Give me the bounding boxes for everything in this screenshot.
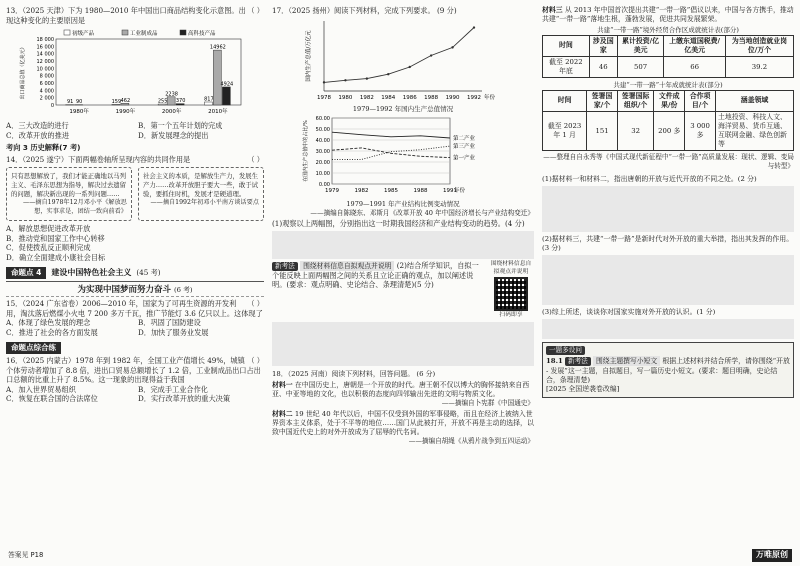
data-label: 817 bbox=[204, 96, 214, 103]
y-tick-label: 14 000 bbox=[36, 51, 54, 58]
y-tick-label: 30.00 bbox=[315, 149, 330, 156]
y-axis-label: 出口商品总值（亿美元） bbox=[20, 44, 26, 100]
x-tick-label: 1980 bbox=[338, 94, 353, 101]
answer-paren: （ ） bbox=[247, 154, 264, 164]
table-header: 为当地创造就业岗位/万个 bbox=[725, 35, 793, 56]
table-header-row bbox=[543, 35, 794, 56]
option-c: C．促使拨乱反正顺利完成 bbox=[6, 243, 91, 253]
series-label: 第二产业 bbox=[453, 136, 476, 143]
option-b: B．巩固了国防建设 bbox=[138, 318, 201, 328]
data-label: 90 bbox=[75, 99, 83, 106]
material-source: ——摘编自陈晓东、邓斯月《改革开放 40 年中国经济增长与产业结构变迁》 bbox=[310, 208, 534, 217]
option-b: B．完成手工业合作化 bbox=[138, 384, 208, 394]
sub-heading-text: 为实现中国梦而努力奋斗 bbox=[77, 285, 171, 296]
sub-question-1: (1)观察以上两幅图，分别指出这一时期我国经济和产业结构变动的趋势。(4 分) bbox=[272, 219, 525, 229]
table-header: 时间 bbox=[543, 35, 590, 56]
question-17 bbox=[272, 6, 534, 366]
data-point bbox=[366, 77, 368, 79]
y-tick-label: 10 000 bbox=[36, 66, 54, 73]
option-a: A．体现了绿色发展的理念 bbox=[6, 318, 91, 328]
gdp-line-chart bbox=[302, 17, 502, 105]
answer-space bbox=[272, 231, 534, 259]
option-d: D．实行改革开放的重大决策 bbox=[138, 394, 231, 404]
table-header: 涉及国家 bbox=[589, 35, 617, 56]
answer-reference: 答案见 P18 bbox=[8, 551, 44, 560]
data-point bbox=[473, 26, 475, 28]
x-tick-label: 1985 bbox=[384, 188, 398, 195]
section-heading bbox=[6, 143, 264, 153]
x-tick-label: 1990 bbox=[445, 94, 460, 101]
topic-count: (45 考) bbox=[136, 268, 161, 278]
extension-question bbox=[546, 357, 790, 393]
answer-space bbox=[272, 322, 534, 366]
data-point bbox=[387, 73, 389, 75]
qr-label: 扫码即享 bbox=[499, 312, 523, 319]
y-tick-label: 60.00 bbox=[315, 116, 330, 123]
option-a: A．加入世界贸易组织 bbox=[6, 384, 76, 394]
table-header: 涵盖领域 bbox=[716, 90, 794, 111]
question-13-stem: 13．（2025 天津）下为 1980—2010 年中国出口商品结构变化示意图。出现这种变化的主要原因是 bbox=[6, 6, 246, 25]
bar bbox=[213, 50, 221, 105]
answer-paren: （ ） bbox=[247, 299, 264, 309]
scroll-quote-1 bbox=[6, 167, 132, 221]
data-point bbox=[344, 79, 346, 81]
y-tick-label: 0 bbox=[50, 103, 54, 109]
legend-swatch bbox=[122, 30, 128, 35]
legend-swatch bbox=[180, 30, 186, 35]
sub-heading-count: (6 考) bbox=[173, 286, 193, 295]
legend-swatch bbox=[64, 30, 70, 35]
y-tick-label: 12 000 bbox=[36, 59, 54, 65]
data-label: 91 bbox=[66, 99, 74, 106]
extension-text: 根据上述材料并结合所学，请你围绕“开放 - 发展”这一主题，自拟题目，写一篇历史小短文。(要求：题目明确，史论结合，条理清楚) bbox=[546, 357, 790, 384]
sub-question-2-text: (2)结合所学知识，自拟一个能反映上面两幅图之间的关系且立论正确的观点，加以阐述说明。(要求：观点明确、史论结合、条理清楚)(5 分) bbox=[272, 260, 479, 290]
table-header-row bbox=[543, 90, 794, 111]
y-tick-label: 0.00 bbox=[318, 182, 330, 189]
series-label: 第一产业 bbox=[453, 155, 476, 162]
industry-structure-line-chart bbox=[302, 114, 502, 200]
y-tick-label: 10.00 bbox=[315, 171, 330, 178]
question-score: (9 分) bbox=[436, 6, 457, 15]
table-header: 累计投资/亿美元 bbox=[617, 35, 664, 56]
material-text: 19 世纪 40 年代以后，中国不仅受到外国的军事侵略，而且在经济上被纳入世界资本主义体系，处于不平等的地位……国门从此被打开，开放不再是主动的选择，以致中国近代史上的对外开放成为了屈辱的代名词。 bbox=[272, 409, 534, 437]
table-header: 上缴东道国税费/亿美元 bbox=[664, 35, 725, 56]
x-tick-label: 1988 bbox=[413, 188, 428, 195]
question-15-stem: 15．（2024 广东省卷）2006—2010 年，国家为了可再生资源的开发利用，淘汰落后燃煤小火电 7 200 多万千瓦，推广节能灯 3.6 亿只以上。这体现了 bbox=[6, 299, 263, 318]
chart-caption-industry: 1979—1991 年产业结构比例变动情况 bbox=[346, 200, 460, 209]
table-source: ——整理自自永秀等《中国式现代新征程中“一带一路”高质量发展：现状、逻辑、变局与转型》 bbox=[543, 153, 794, 171]
legend-label: 初级产品 bbox=[72, 31, 95, 37]
y-tick-label: 2 000 bbox=[39, 95, 54, 102]
y-tick-label: 18 000 bbox=[36, 37, 54, 43]
quote-source: ——摘自1992年初邓小平南方谈话要点 bbox=[150, 198, 259, 206]
table-2-title: 共建“一带一路”十年成就统计表(部分) bbox=[613, 81, 723, 90]
x-tick-label: 2010年 bbox=[208, 109, 228, 115]
answer-paren: （ ） bbox=[247, 6, 264, 15]
material-text: 在中国历史上，唐朝是一个开放的时代。唐王朝不仅以博大的胸怀接纳来自西亚、中亚等地的文化，也以积极的态度向四邻输出先进的文明与物质文化。 bbox=[272, 380, 530, 398]
left-column bbox=[6, 6, 264, 546]
y-tick-label: 50.00 bbox=[315, 127, 330, 134]
gdp-line bbox=[324, 27, 474, 82]
extension-source: [2025 全国逆袭卷改编] bbox=[546, 384, 620, 393]
table-row bbox=[543, 112, 794, 151]
qr-code-icon[interactable] bbox=[494, 277, 528, 311]
table-1-title: 共建“一带一路”境外经贸合作区成就统计表(部分) bbox=[597, 26, 739, 35]
series-label: 第三产业 bbox=[453, 144, 476, 151]
option-b: B．推动党和国家工作中心转移 bbox=[6, 233, 105, 243]
table-cell: 32 bbox=[617, 112, 653, 151]
table-cell: 39.2 bbox=[725, 57, 793, 78]
synthesis-heading: 命题点综合练 bbox=[6, 342, 61, 354]
x-axis-label: 年份 bbox=[454, 188, 466, 195]
new-method-tag: 新考法 bbox=[272, 262, 298, 271]
material-3 bbox=[542, 6, 794, 24]
x-tick-label: 1980年 bbox=[69, 109, 89, 115]
material-1 bbox=[272, 381, 534, 399]
material-text: 从 2013 年中国首次提出共建“一带一路”倡议以来，中国与各方携手，推动共建“一带一路”落地生根，蓬勃发展，促进共同发展繁荣。 bbox=[542, 6, 794, 24]
quote-text: 只有思想解放了，我们才能正确地以马列主义、毛泽东思想为指导，解决过去遗留的问题，解决新出现的一系列问题…… bbox=[11, 172, 127, 198]
zones-table bbox=[542, 35, 794, 78]
x-tick-label: 1978 bbox=[317, 94, 331, 101]
question-16-options bbox=[6, 385, 264, 404]
y-tick-label: 16 000 bbox=[36, 44, 54, 51]
material-label: 材料二 bbox=[272, 409, 293, 418]
new-method-tagline: 围绕材料信息自拟观点并说明 bbox=[300, 261, 394, 271]
topic-point-heading bbox=[6, 265, 264, 282]
material-source: ——摘编自胡绳《从鸦片战争到五四运动》 bbox=[408, 437, 534, 446]
y-axis-label: 在国内生产总值中的占比/% bbox=[303, 120, 309, 182]
sub-heading bbox=[6, 285, 264, 297]
x-tick-label: 1979 bbox=[325, 188, 339, 195]
y-tick-label: 4 000 bbox=[39, 88, 54, 95]
answer-space bbox=[542, 255, 794, 305]
table-cell: 151 bbox=[587, 112, 618, 151]
chart-caption-gdp: 1979—1992 年国内生产总值情况 bbox=[352, 104, 454, 113]
x-tick-label: 1990年 bbox=[115, 109, 136, 115]
legend-label: 高科技产品 bbox=[188, 31, 216, 37]
x-axis-label: 年份 bbox=[484, 94, 496, 101]
export-structure-bar-chart bbox=[18, 27, 248, 119]
x-tick-label: 1992 bbox=[467, 94, 481, 101]
series-line bbox=[332, 148, 450, 158]
option-a: A．三大改造的进行 bbox=[6, 121, 69, 130]
question-17-stem: 17．（2025 扬州）阅读下列材料，完成下列要求。 bbox=[272, 6, 435, 15]
data-label: 255 bbox=[157, 98, 168, 105]
sub-question-2-wrap bbox=[272, 261, 534, 320]
question-15 bbox=[6, 299, 264, 337]
y-axis-label: 国内生产总值/万亿元 bbox=[306, 29, 312, 82]
table-cell: 200 多 bbox=[654, 112, 685, 151]
scroll-quote-2 bbox=[138, 167, 264, 221]
data-label: 462 bbox=[120, 97, 131, 104]
table-header: 签署国际组织/个 bbox=[617, 90, 653, 111]
sub-question-3: (3)综上所述，谈谈你对国家实施对外开放的认识。(1 分) bbox=[542, 308, 716, 317]
sub-question-1: (1)据材料一和材料二，指出唐朝的开放与近代开放的不同之处。(2 分) bbox=[542, 174, 757, 183]
table-cell: 3 000 多 bbox=[685, 112, 716, 151]
question-16-stem: 16．（2025 内蒙古）1978 年到 1982 年，全国工业产值增长 49%，城镇个体劳动者增加了 8.8 倍，进出口贸易总额增长了 1.2 倍，工业制成品出口占出口总额的比重上升了 8.5%。这一现象的出现得益于我国 bbox=[6, 356, 261, 385]
answer-space bbox=[542, 319, 794, 339]
option-d: D．确立全面建成小康社会目标 bbox=[6, 252, 106, 262]
x-tick-label: 1986 bbox=[402, 94, 417, 101]
data-label: 370 bbox=[175, 98, 186, 105]
question-18 bbox=[272, 370, 534, 446]
material-2 bbox=[272, 410, 534, 437]
answer-paren: （ ） bbox=[247, 356, 264, 366]
new-method-tag: 新考法 bbox=[565, 357, 591, 366]
right-column bbox=[542, 6, 794, 546]
table-cell: 507 bbox=[617, 57, 664, 78]
topic-label: 命题点 4 bbox=[6, 267, 46, 279]
question-number: 18.1 bbox=[546, 357, 563, 366]
table-header: 合作项目/个 bbox=[685, 90, 716, 111]
question-13-options bbox=[6, 121, 264, 140]
series-line bbox=[332, 132, 450, 138]
multi-question-tag: 一题多设问 bbox=[546, 346, 585, 355]
table-row bbox=[543, 57, 794, 78]
new-method-tagline: 围绕主题撰写小短文 bbox=[593, 356, 660, 366]
data-point bbox=[430, 54, 432, 56]
option-c: C．改革开放的推进 bbox=[6, 130, 70, 140]
x-tick-label: 1982 bbox=[359, 94, 374, 101]
bar bbox=[222, 87, 230, 105]
table-cell: 46 bbox=[589, 57, 617, 78]
bar bbox=[167, 97, 175, 105]
middle-column bbox=[272, 6, 534, 546]
question-score: (6 分) bbox=[416, 369, 436, 378]
quote-text: 社会主义的本质，是解放生产力，发展生产力……改革开放胆子要大一些，敢于试验，要抓住时机，发展才是硬道理。 bbox=[143, 172, 259, 198]
data-point bbox=[409, 65, 411, 67]
data-label: 14962 bbox=[209, 44, 226, 51]
data-label: 2238 bbox=[165, 91, 178, 98]
data-point bbox=[323, 81, 325, 83]
data-point bbox=[451, 46, 453, 48]
option-b: B．第一个五年计划的完成 bbox=[138, 121, 223, 130]
table-cell: 截至 2023 年 1 月 bbox=[543, 112, 587, 151]
x-tick-label: 1991 bbox=[443, 188, 457, 195]
y-tick-label: 8 000 bbox=[39, 73, 54, 80]
question-13 bbox=[6, 6, 264, 140]
sub-question-2 bbox=[272, 261, 484, 320]
data-label: 159 bbox=[111, 98, 122, 105]
x-tick-label: 2000年 bbox=[161, 109, 182, 115]
legend-label: 工业制成品 bbox=[130, 31, 158, 37]
publisher-logo: 万唯原创 bbox=[752, 549, 792, 562]
x-tick-label: 1984 bbox=[381, 94, 396, 101]
topic-title: 建设中国特色社会主义 bbox=[51, 267, 132, 277]
y-tick-label: 20.00 bbox=[315, 160, 330, 167]
question-14 bbox=[6, 155, 264, 263]
section-title: 历史解释(7 考) bbox=[30, 143, 81, 152]
option-c: C．推进了社会的各方面发展 bbox=[6, 327, 98, 337]
table-cell: 土地投资、科技人文、海洋贸易、货币互通、互联网金融、绿色创新等 bbox=[716, 112, 794, 151]
x-tick-label: 1982 bbox=[354, 188, 369, 195]
decade-table bbox=[542, 90, 794, 152]
section-number: 考向 3 bbox=[6, 143, 28, 152]
table-cell: 66 bbox=[664, 57, 725, 78]
question-18-stem: 18．（2025 河南）阅读下列材料，回答问题。 bbox=[272, 369, 415, 378]
table-header: 签署国家/个 bbox=[587, 90, 618, 111]
y-tick-label: 6 000 bbox=[39, 81, 54, 87]
qr-block[interactable] bbox=[488, 261, 534, 320]
scroll-quotes bbox=[6, 167, 264, 221]
question-15-options bbox=[6, 318, 264, 337]
option-d: D．加快了服务业发展 bbox=[138, 327, 209, 337]
question-14-stem: 14．（2025 遂宁）下面两幅卷轴所呈现内容的共同作用是 bbox=[6, 154, 191, 164]
table-cell: 截至 2022 年底 bbox=[543, 57, 590, 78]
qr-note: 围绕材料信息自拟观点并说明 bbox=[490, 260, 532, 275]
option-a: A．解放思想促进改革开放 bbox=[6, 224, 91, 234]
material-label: 材料一 bbox=[272, 380, 293, 389]
y-tick-label: 40.00 bbox=[315, 138, 330, 145]
extension-box bbox=[542, 342, 794, 398]
table-header: 文件成果/份 bbox=[654, 90, 685, 111]
data-label: 4924 bbox=[220, 81, 234, 88]
answer-space bbox=[542, 186, 794, 232]
option-d: D．新发展理念的提出 bbox=[138, 130, 209, 140]
table-header: 时间 bbox=[543, 90, 587, 111]
x-tick-label: 1988 bbox=[424, 94, 439, 101]
option-c: C．恢复在联合国的合法席位 bbox=[6, 394, 98, 404]
quote-source: ——摘自1978年12月邓小平《解放思想，实事求是，团结一致向前看》 bbox=[22, 198, 127, 215]
material-label: 材料三 bbox=[542, 6, 563, 14]
sub-question-2: (2)据材料三，共建“一带一路”是新时代对外开放的重大举措，指出其发挥的作用。(3 分) bbox=[542, 234, 794, 253]
question-16 bbox=[6, 356, 264, 404]
material-source: ——摘编自卜宪群《中国通史》 bbox=[441, 399, 534, 408]
